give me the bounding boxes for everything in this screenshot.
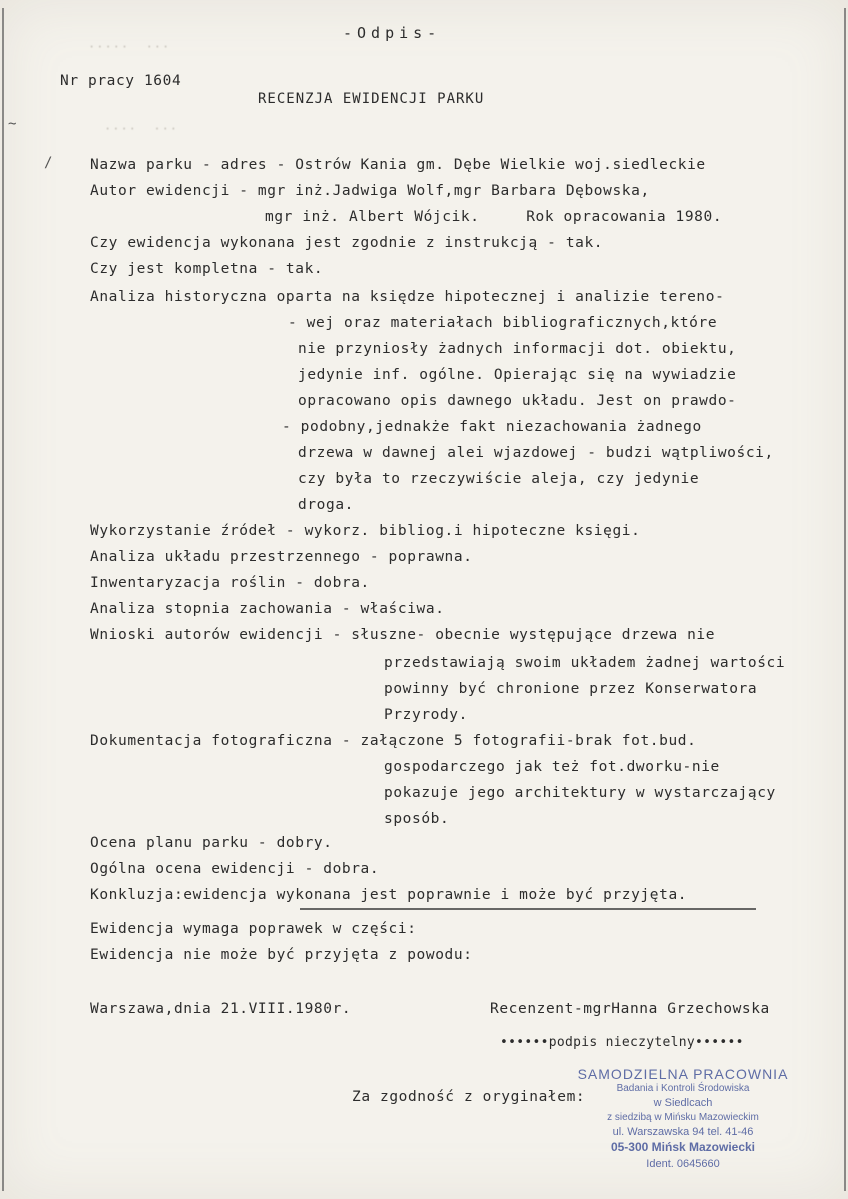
text-line: Ewidencja nie może być przyjęta z powodu: <box>90 947 473 963</box>
text-line: jedynie inf. ogólne. Opierając się na wywiadzie <box>298 367 737 383</box>
stamp-line: ul. Warszawska 94 tel. 41-46 <box>612 1126 754 1138</box>
stamp-line: SAMODZIELNA PRACOWNIA <box>577 1066 789 1082</box>
stamp-line: Badania i Kontroli Środowiska <box>616 1083 750 1094</box>
text-line: Ogólna ocena ewidencji - dobra. <box>90 861 380 877</box>
text-line: Konkluzja:ewidencja wykonana jest poprawnie i może być przyjęta. <box>90 887 688 903</box>
text-line: Analiza historyczna oparta na księdze hipotecznej i analizie tereno- <box>90 289 725 305</box>
text-line: Nazwa parku - adres - Ostrów Kania gm. Dębe Wielkie woj.siedleckie <box>90 157 706 173</box>
text-line: mgr inż. Albert Wójcik. Rok opracowania 1980. <box>265 209 723 225</box>
reviewer: Recenzent-mgrHanna Grzechowska <box>490 1001 770 1017</box>
text-line: droga. <box>298 497 354 513</box>
stamp-line: z siedzibą w Mińsku Mazowieckim <box>607 1112 759 1123</box>
work-number: Nr pracy 1604 <box>60 73 182 89</box>
text-line: Czy ewidencja wykonana jest zgodnie z instrukcją - tak. <box>90 235 604 251</box>
text-line: czy była to rzeczywiście aleja, czy jedynie <box>298 471 700 487</box>
text-line: gospodarczego jak też fot.dworku-nie <box>384 759 720 775</box>
conformity-statement: Za zgodność z oryginałem: <box>352 1089 586 1105</box>
text-line: pokazuje jego architektury w wystarczający <box>384 785 776 801</box>
office-stamp <box>558 1066 808 1172</box>
text-line: powinny być chronione przez Konserwatora <box>384 681 758 697</box>
text-line: Wykorzystanie źródeł - wykorz. bibliog.i hipoteczne księgi. <box>90 523 641 539</box>
faint-smudge: ····· ··· <box>88 40 171 54</box>
text-line: opracowano opis dawnego układu. Jest on prawdo- <box>298 393 737 409</box>
place-date: Warszawa,dnia 21.VIII.1980r. <box>90 1001 352 1017</box>
text-line: Dokumentacja fotograficzna - załączone 5 fotografii-brak fot.bud. <box>90 733 697 749</box>
text-line: Ewidencja wymaga poprawek w części: <box>90 921 417 937</box>
right-scan-edge <box>844 8 846 1191</box>
stamp-line: Ident. 0645660 <box>646 1158 720 1170</box>
margin-mark: / <box>44 155 53 171</box>
text-line: sposób. <box>384 811 450 827</box>
text-line: - podobny,jednakże fakt niezachowania żadnego <box>282 419 702 435</box>
text-line: Czy jest kompletna - tak. <box>90 261 324 277</box>
text-line: Analiza układu przestrzennego - poprawna. <box>90 549 473 565</box>
stamp-line: w Siedlcach <box>653 1097 713 1109</box>
conclusion-underline <box>300 908 756 910</box>
text-line: nie przyniosły żadnych informacji dot. obiektu, <box>298 341 737 357</box>
margin-mark: ~ <box>8 116 17 132</box>
text-line: - wej oraz materiałach bibliograficznych,które <box>288 315 718 331</box>
text-line: Autor ewidencji - mgr inż.Jadwiga Wolf,mgr Barbara Dębowska, <box>90 183 650 199</box>
text-line: przedstawiają swoim układem żadnej wartości <box>384 655 786 671</box>
text-line: Analiza stopnia zachowania - właściwa. <box>90 601 445 617</box>
text-line: Ocena planu parku - dobry. <box>90 835 333 851</box>
faint-smudge: ···· ··· <box>104 122 179 136</box>
document-title: RECENZJA EWIDENCJI PARKU <box>258 91 485 107</box>
text-line: Przyrody. <box>384 707 468 723</box>
stamp-line: 05-300 Mińsk Mazowiecki <box>610 1140 756 1154</box>
signature-note: ••••••podpis nieczytelny•••••• <box>500 1035 744 1050</box>
left-scan-edge <box>2 8 4 1191</box>
text-line: Inwentaryzacja roślin - dobra. <box>90 575 370 591</box>
text-line: Wnioski autorów ewidencji - słuszne- obecnie występujące drzewa nie <box>90 627 716 643</box>
text-line: drzewa w dawnej alei wjazdowej - budzi wątpliwości, <box>298 445 774 461</box>
header-odpis: -Odpis- <box>343 24 442 42</box>
